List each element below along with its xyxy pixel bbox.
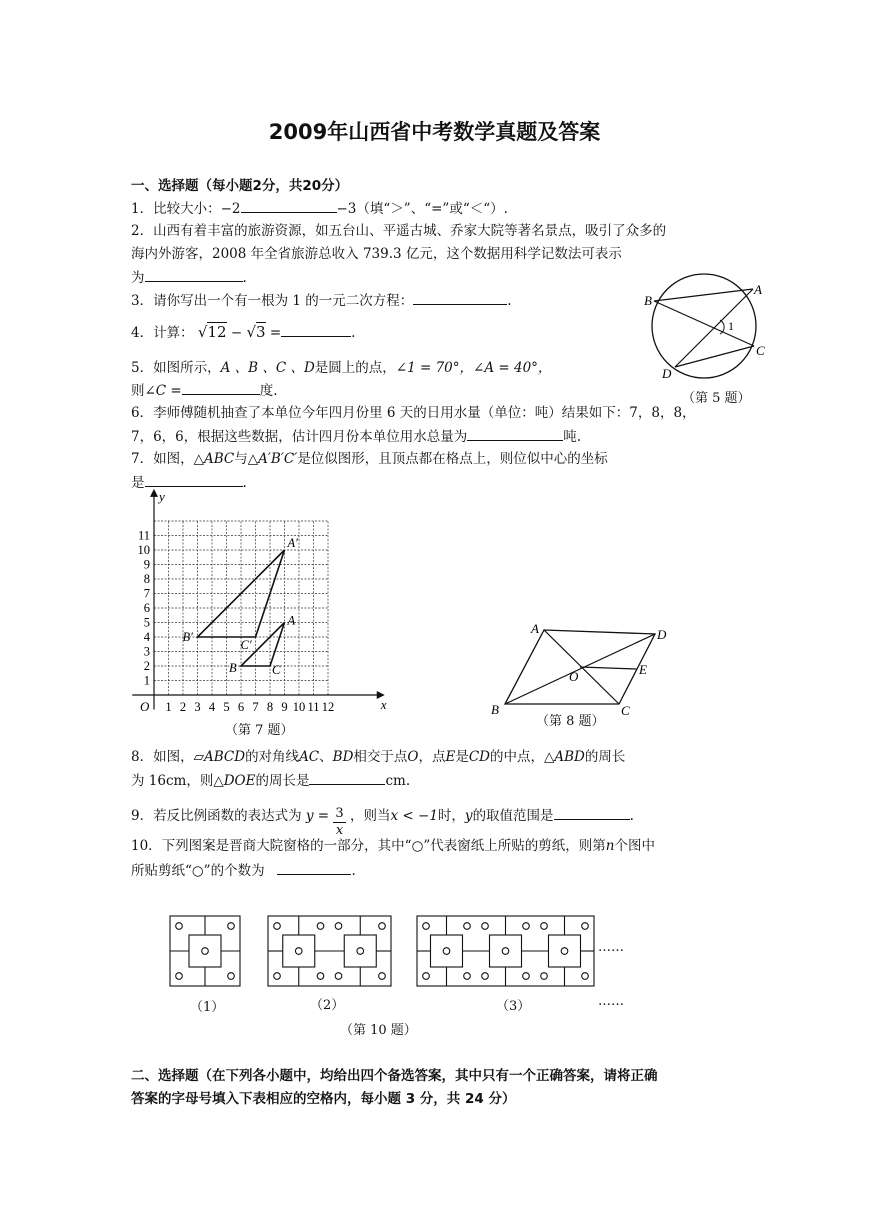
q10-n: n	[605, 838, 615, 854]
paper-cut-circle	[502, 948, 509, 955]
q5-text-3: 则	[131, 383, 145, 399]
x-tick-label: 1	[165, 700, 172, 714]
paper-cut-circle	[541, 973, 548, 980]
q8-o: O	[407, 749, 419, 765]
point-label: A′	[287, 536, 298, 550]
q5-angles: ∠1 = 70°，∠A = 40°，	[395, 360, 552, 376]
q7-text-3: 是位似图形，且顶点都在格点上，则位似中心的坐标	[297, 451, 608, 467]
answer-blank[interactable]	[145, 472, 243, 487]
q8-parallelogram: ▱ABCD	[193, 749, 246, 765]
point-label: C	[272, 663, 281, 677]
q8-bd: BD	[332, 749, 354, 765]
paper-cut-circle	[443, 948, 450, 955]
q9-text-4: 的取值范围是	[472, 808, 554, 824]
paper-cut-circle	[202, 948, 209, 955]
q7-triangle-prime: △A′B′C′	[247, 451, 298, 467]
center-square	[283, 935, 315, 967]
y-tick-label: 5	[143, 615, 150, 630]
fig10-sub-3: （3）	[496, 999, 531, 1014]
q7-text: 7．如图，	[131, 451, 194, 467]
fig5-label-a: A	[754, 282, 762, 297]
question-10-line-1	[131, 836, 655, 856]
q9-text-2: ，则当	[350, 808, 391, 824]
x-tick-label: 3	[194, 700, 201, 714]
q8-e: E	[445, 749, 456, 765]
y-tick-label: 7	[143, 586, 150, 601]
fig5-label-d: D	[662, 366, 672, 381]
x-tick-label: 9	[281, 700, 288, 714]
question-5-line-1	[131, 358, 551, 378]
q3-text-end: .	[507, 293, 512, 309]
fig10-ellipsis-top: ……	[598, 940, 624, 955]
question-8-line-2	[131, 770, 410, 791]
q2-text: 为	[131, 270, 145, 286]
question-5-line-2	[131, 380, 278, 401]
section-1-heading: 一、选择题（每小题2分，共20分）	[131, 178, 349, 194]
q1-text: 1．比较大小：−2	[131, 201, 241, 217]
q8-text-6: 是	[455, 749, 469, 765]
paper-cut-circle	[228, 923, 235, 930]
fig10-sub-2: （2）	[310, 998, 345, 1013]
x-tick-label: 11	[307, 700, 320, 714]
q9-text-end: .	[629, 808, 634, 824]
q9-text: 9．若反比例函数的表达式为	[131, 808, 302, 824]
q7-text-4: 是	[131, 475, 145, 491]
paper-cut-circle	[317, 973, 324, 980]
q9-y: y =	[305, 808, 330, 824]
paper-cut-circle	[482, 923, 489, 930]
paper-cut-circle	[357, 948, 364, 955]
q7-triangle-abc: △ABC	[193, 451, 235, 467]
x-tick-label: 2	[179, 700, 187, 714]
q8-text-4: 相交于点	[353, 749, 408, 765]
paper-cut-circle	[317, 923, 324, 930]
q8-text-5: ，点	[418, 749, 446, 765]
q8-text-end: cm.	[385, 773, 411, 789]
q9-text-3: 时，	[437, 808, 465, 824]
fig7-caption: （第 7 题）	[225, 723, 294, 738]
y-axis-arrow	[150, 489, 158, 497]
center-square	[490, 935, 522, 967]
y-tick-label: 2	[143, 659, 150, 673]
q2-text-end: .	[242, 270, 247, 286]
paper-cut-circle	[423, 973, 430, 980]
q7-text-end: .	[242, 475, 247, 491]
q9-numerator: 3	[335, 806, 344, 821]
paper-cut-circle	[523, 923, 530, 930]
figure-7-grid	[128, 488, 387, 720]
question-4: 4．计算： √12 − √3 = .	[131, 323, 356, 341]
paper-cut-circle	[464, 923, 471, 930]
x-tick-label: 4	[208, 700, 216, 714]
question-10-line-2	[131, 860, 356, 881]
paper-cut-circle	[274, 923, 281, 930]
answer-blank[interactable]	[467, 426, 563, 441]
q9-condition: x < −1	[390, 808, 438, 824]
q8-abd: △ABD	[544, 749, 585, 765]
y-tick-label: 6	[143, 601, 150, 615]
fig8-label-o: O	[569, 669, 579, 684]
x-tick-label: 10	[292, 700, 306, 714]
q8-text-8: 的周长	[584, 749, 626, 765]
q8-text: 8．如图，	[131, 749, 194, 765]
paper-cut-circle	[541, 923, 548, 930]
x-tick-label: 8	[266, 700, 274, 714]
q8-ac: AC	[299, 749, 320, 765]
q8-text-2: 的对角线	[245, 749, 300, 765]
equals-sign: =	[269, 325, 282, 341]
fig8-label-b: B	[491, 702, 499, 717]
q6-text-end: 吨.	[563, 429, 582, 445]
center-square	[549, 935, 581, 967]
point-label: B	[229, 661, 237, 675]
paper-cut-circle	[335, 923, 342, 930]
point-label: C′	[240, 638, 252, 652]
paper-cut-circle	[274, 973, 281, 980]
origin-label: O	[140, 699, 150, 714]
y-tick-label: 11	[137, 528, 150, 543]
answer-blank[interactable]	[554, 805, 630, 820]
y-tick-label: 9	[143, 557, 150, 572]
question-2-line-1: 2．山西有着丰富的旅游资源，如五台山、平遥古城、乔家大院等著名景点，吸引了众多的	[131, 223, 667, 239]
y-tick-label: 10	[137, 543, 150, 557]
radicand-12: 12	[207, 323, 227, 341]
q4-text-end: .	[351, 325, 356, 341]
figure-8-parallelogram	[485, 618, 675, 718]
question-6-line-2	[131, 426, 581, 447]
y-tick-label: 8	[143, 572, 150, 586]
y-tick-label: 4	[143, 630, 150, 644]
radicand-3: 3	[256, 323, 266, 341]
q8-text-7: 的中点，	[490, 749, 544, 765]
x-tick-label: 12	[321, 700, 335, 714]
question-1	[131, 198, 508, 219]
question-6-line-1: 6．李师傅随机抽查了本单位今年四月份里 6 天的日用水量（单位：吨）结果如下：7，8，8，	[131, 405, 696, 421]
section-2-heading-line-1: 二、选择题（在下列各小题中，均给出四个备选答案，其中只有一个正确答案，请将正确	[131, 1068, 658, 1084]
q5-text: 5．如图所示，	[131, 360, 221, 376]
paper-cut-circle	[582, 973, 589, 980]
paper-cut-circle	[176, 923, 183, 930]
x-tick-label: 7	[252, 700, 259, 714]
answer-blank[interactable]	[309, 770, 385, 785]
answer-blank[interactable]	[145, 267, 243, 282]
question-9	[131, 800, 634, 838]
q10-text-2: 个图中	[614, 838, 655, 854]
q10-text-3: 所贴剪纸“○”的个数为	[131, 863, 265, 879]
q5-text-2: 是圆上的点，	[314, 360, 396, 376]
paper-cut-circle	[464, 973, 471, 980]
paper-cut-circle	[423, 923, 430, 930]
center-square	[344, 935, 376, 967]
q5-points: A 、B 、C 、D	[220, 360, 315, 376]
q9-denominator: x	[335, 823, 344, 838]
paper-cut-circle	[295, 948, 302, 955]
question-8-line-1	[131, 747, 625, 767]
fig5-label-angle-1: 1	[728, 319, 734, 333]
answer-blank[interactable]	[281, 322, 351, 337]
paper-cut-circle	[523, 973, 530, 980]
q1-text-end: −3（填“＞”、“=”或“＜“）.	[336, 201, 508, 217]
fig10-sub-1: （1）	[190, 1000, 225, 1015]
figure-10-patterns	[165, 910, 635, 992]
point-label: A	[287, 613, 296, 628]
q8-text-3: 、	[319, 749, 333, 765]
q8-doe: △DOE	[213, 773, 256, 789]
point-label: B′	[182, 630, 193, 644]
q10-text: 10．下列图案是晋商大院窗格的一部分，其中“○”代表窗纸上所贴的剪纸，则第	[131, 838, 606, 854]
question-2-line-3	[131, 267, 247, 288]
fig10-caption: （第 10 题）	[340, 1023, 417, 1038]
x-tick-label: 5	[223, 700, 230, 714]
y-axis-label: y	[159, 488, 165, 504]
question-3	[131, 290, 512, 311]
center-square	[431, 935, 463, 967]
section-2-heading-line-2: 答案的字母号填入下表相应的空格内，每小题 3 分，共 24 分）	[131, 1091, 516, 1107]
q8-text-9: 为 16cm，则	[131, 773, 214, 789]
x-axis-label: x	[380, 697, 387, 712]
paper-cut-circle	[582, 923, 589, 930]
fig8-label-a: A	[531, 621, 539, 636]
paper-cut-circle	[561, 948, 568, 955]
q9-y-2: y	[464, 808, 473, 824]
answer-blank[interactable]	[241, 198, 337, 213]
y-tick-label: 3	[143, 644, 150, 659]
question-7-line-1	[131, 449, 608, 469]
page-title: 2009年山西省中考数学真题及答案	[268, 120, 601, 144]
q8-text-10: 的周长是	[255, 773, 310, 789]
q5-text-end: 度.	[259, 383, 278, 399]
q8-cd: CD	[468, 749, 490, 765]
q7-text-2: 与	[234, 451, 248, 467]
answer-blank[interactable]	[182, 380, 260, 395]
fig10-ellipsis-bottom: ……	[598, 994, 624, 1009]
paper-cut-circle	[228, 973, 235, 980]
paper-cut-circle	[335, 973, 342, 980]
fig5-label-b: B	[644, 293, 652, 308]
fig8-label-e: E	[639, 662, 647, 677]
q4-text: 4．计算：	[131, 325, 194, 341]
q3-text: 3．请你写出一个有一根为 1 的一元二次方程：	[131, 293, 414, 309]
question-2-line-2: 海内外游客，2008 年全省旅游总收入 739.3 亿元，这个数据用科学记数法可表示	[131, 246, 622, 262]
y-tick-label: 1	[143, 673, 150, 688]
x-tick-label: 6	[237, 700, 245, 714]
q6-text: 7，6，6，根据这些数据，估计四月份本单位用水总量为	[131, 429, 468, 445]
paper-cut-circle	[379, 973, 386, 980]
minus-sign: −	[230, 325, 243, 341]
answer-blank[interactable]	[413, 290, 507, 305]
fig8-caption: （第 8 题）	[536, 714, 605, 729]
q10-text-end: .	[351, 863, 356, 879]
q5-angle-c: ∠C =	[144, 383, 182, 399]
fig8-label-d: D	[657, 627, 667, 642]
paper-cut-circle	[379, 923, 386, 930]
figure-5-circle	[640, 262, 770, 392]
fig8-label-c: C	[621, 703, 630, 718]
fig5-label-c: C	[756, 343, 765, 358]
answer-blank[interactable]	[277, 860, 351, 875]
fig5-caption: （第 5 题）	[682, 391, 751, 406]
paper-cut-circle	[482, 973, 489, 980]
paper-cut-circle	[176, 973, 183, 980]
center-square	[189, 935, 221, 967]
